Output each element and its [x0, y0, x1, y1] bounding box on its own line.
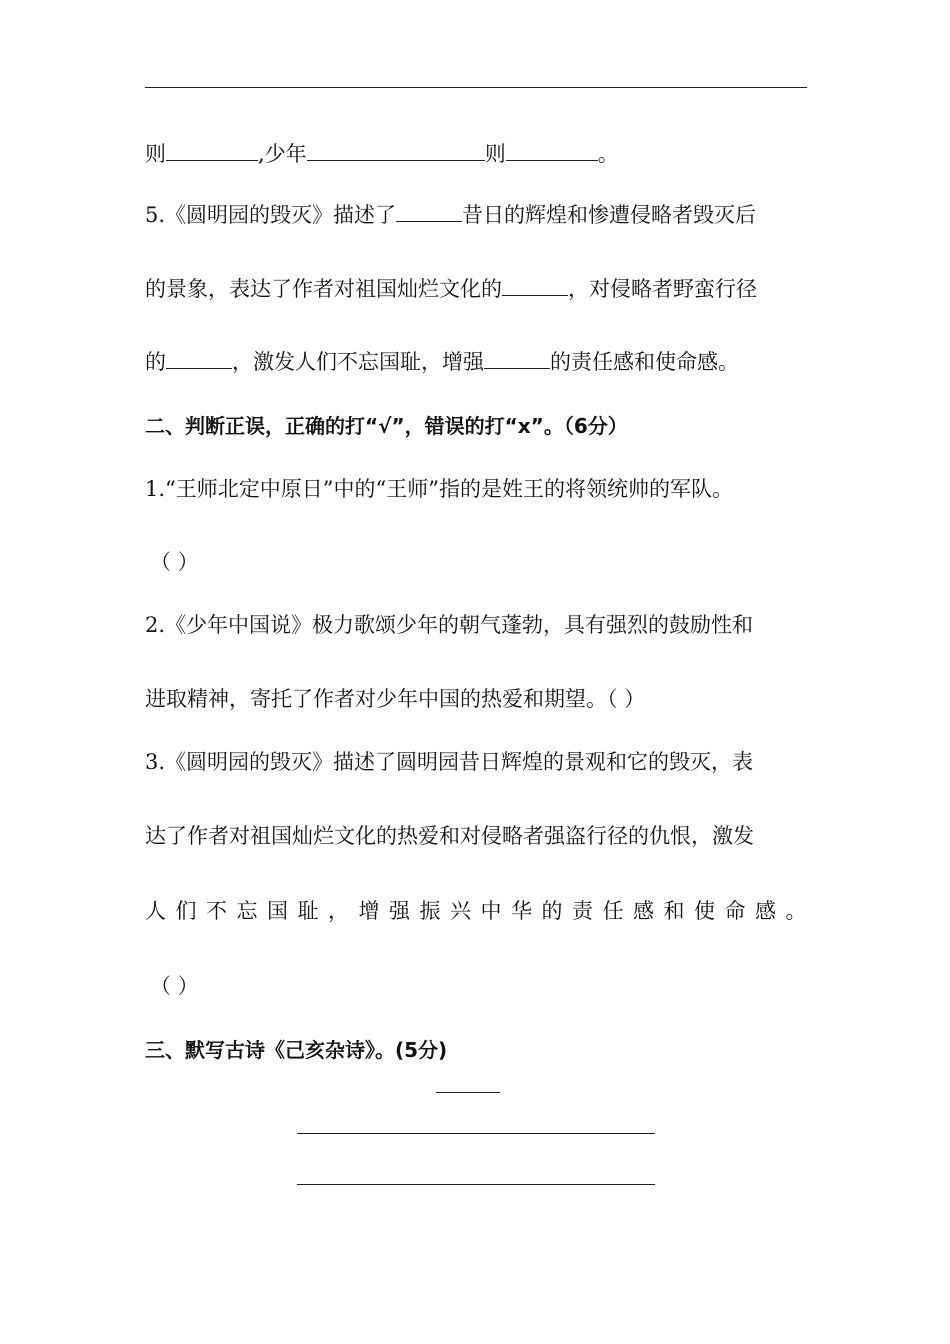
text-segment: 5.《圆明园的毁灭》描述了: [145, 203, 397, 227]
text-segment: 则: [484, 142, 506, 166]
answer-blank[interactable]: [166, 348, 232, 369]
text-segment: 则: [145, 142, 166, 166]
text-segment: 。: [597, 142, 619, 166]
answer-blank[interactable]: [307, 140, 485, 161]
answer-paren[interactable]: （ ）: [150, 974, 199, 998]
answer-blank[interactable]: [396, 201, 462, 222]
judge-question-1: 1.“王师北定中原日”中的“王师”指的是姓王的将领统帅的军队。: [145, 477, 733, 501]
judge-question-2-line-1: 2.《少年中国说》极力歌颂少年的朝气蓬勃，具有强烈的鼓励性和: [145, 613, 754, 637]
fill-line-shaonian: [145, 140, 619, 168]
text-segment: 的: [145, 350, 166, 374]
section-3-heading: 三、默写古诗《己亥杂诗》。(5分): [145, 1038, 448, 1062]
answer-blank[interactable]: [166, 140, 258, 161]
text-segment: ，激发人们不忘国耻，增强: [232, 350, 484, 374]
poem-line-blank[interactable]: [297, 1184, 655, 1185]
section-2-heading: 二、判断正误，正确的打“√”，错误的打“x”。（6分）: [145, 414, 628, 438]
judge-question-3-line-1: 3.《圆明园的毁灭》描述了圆明园昔日辉煌的景观和它的毁灭，表: [145, 750, 754, 774]
text-segment: 的责任感和使命感。: [550, 350, 739, 374]
question-5-line-3: [145, 348, 739, 376]
judge-question-2-line-2: 进取精神，寄托了作者对少年中国的热爱和期望。（ ）: [145, 687, 646, 711]
text-segment: 昔日的辉煌和惨遭侵略者毁灭后: [462, 203, 757, 227]
answer-paren[interactable]: （ ）: [150, 550, 199, 574]
judge-question-3-line-2: 达了作者对祖国灿烂文化的热爱和对侵略者强盗行径的仇恨，激发: [145, 824, 754, 848]
question-5-line-2: [145, 275, 757, 303]
text-segment: 的景象，表达了作者对祖国灿烂文化的: [145, 277, 502, 301]
poem-title-blank[interactable]: [436, 1092, 500, 1093]
text-segment: ，对侵略者野蛮行径: [568, 277, 757, 301]
header-rule: [145, 87, 807, 88]
judge-question-3-line-3: 人们不忘国耻，增强振兴中华的责任感和使命感。: [145, 899, 816, 923]
answer-blank[interactable]: [506, 140, 598, 161]
answer-blank[interactable]: [502, 275, 568, 296]
text-segment: ,少年: [258, 142, 307, 166]
answer-blank[interactable]: [484, 348, 550, 369]
question-5-line-1: [145, 201, 756, 229]
poem-line-blank[interactable]: [297, 1133, 655, 1134]
